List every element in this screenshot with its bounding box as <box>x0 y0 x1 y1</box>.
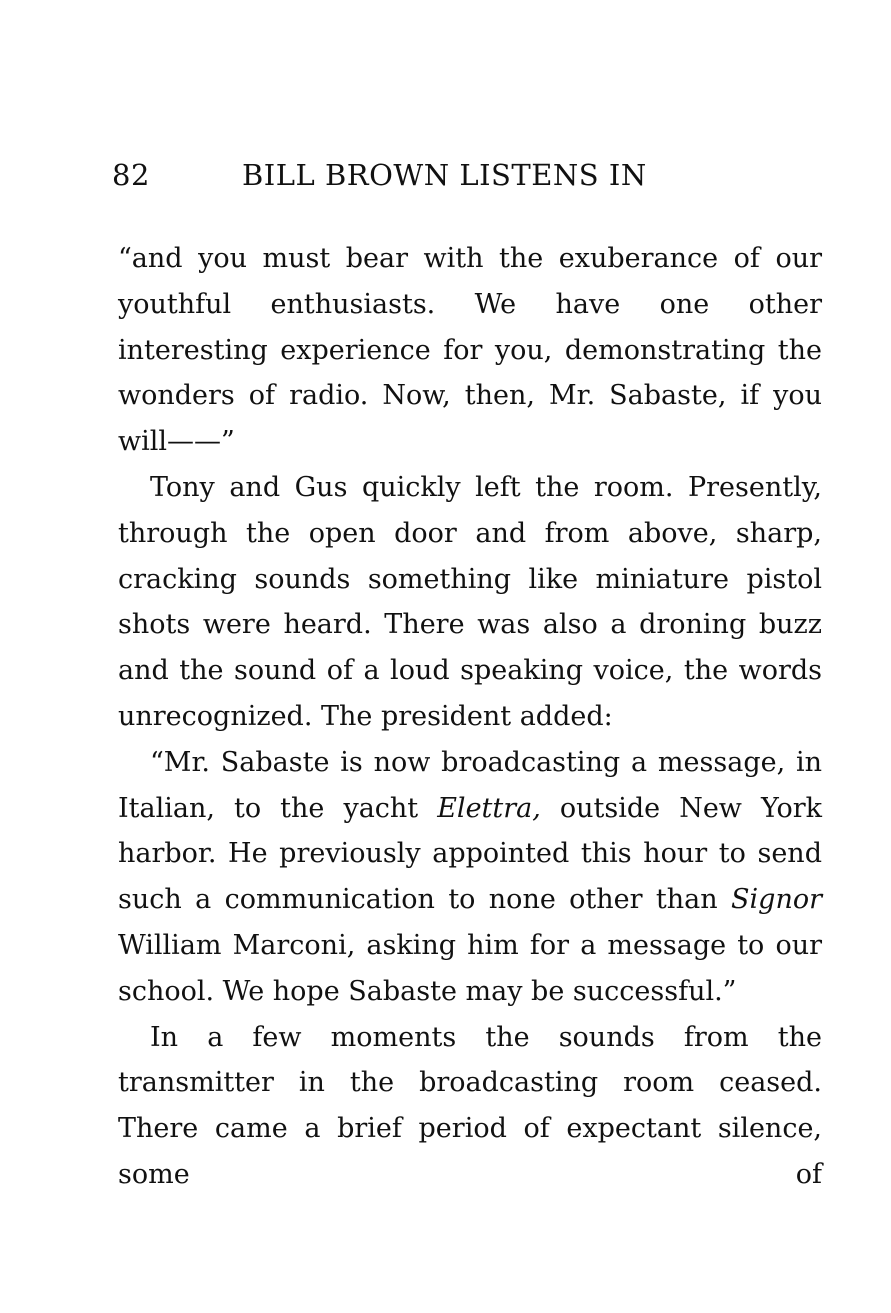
paragraph-transmitter-ceased: In a few moments the sounds from the transmitter in the broadcasting room ceased. There came a brief period of expectant silence, some of <box>118 1021 822 1190</box>
body-text <box>118 236 822 1198</box>
honorific-title: Signor <box>731 884 822 916</box>
page-number: 82 <box>112 158 150 192</box>
running-title: BILL BROWN LISTENS IN <box>242 158 647 192</box>
yacht-name: Elettra, <box>437 792 541 824</box>
paragraph-continuation: “and you must bear with the exuberance of our youthful enthusiasts. We have one other interesting experience for you, demonstrating the wonders of radio. Now, then, Mr. Sabaste, if you will——” <box>118 243 822 458</box>
text-segment: outside New York harbor. He previously appointed this hour to send such a communication to none other than <box>118 792 822 916</box>
text-segment: “Mr. Sabaste is now broadcasting a message, in Italian, to the yacht <box>118 746 822 824</box>
page-header <box>112 158 822 202</box>
paragraph-tony-and-gus: Tony and Gus quickly left the room. Presently, through the open door and from above, sharp, cracking sounds something like miniature pistol shots were heard. There was also a droning buzz and the sound of a loud speaking voice, the words unrecognized. The president added: <box>118 471 822 732</box>
text-segment: William Marconi, asking him for a message to our school. We hope Sabaste may be successful.” <box>118 929 822 1007</box>
paragraph-sabaste-broadcast <box>118 740 822 1015</box>
